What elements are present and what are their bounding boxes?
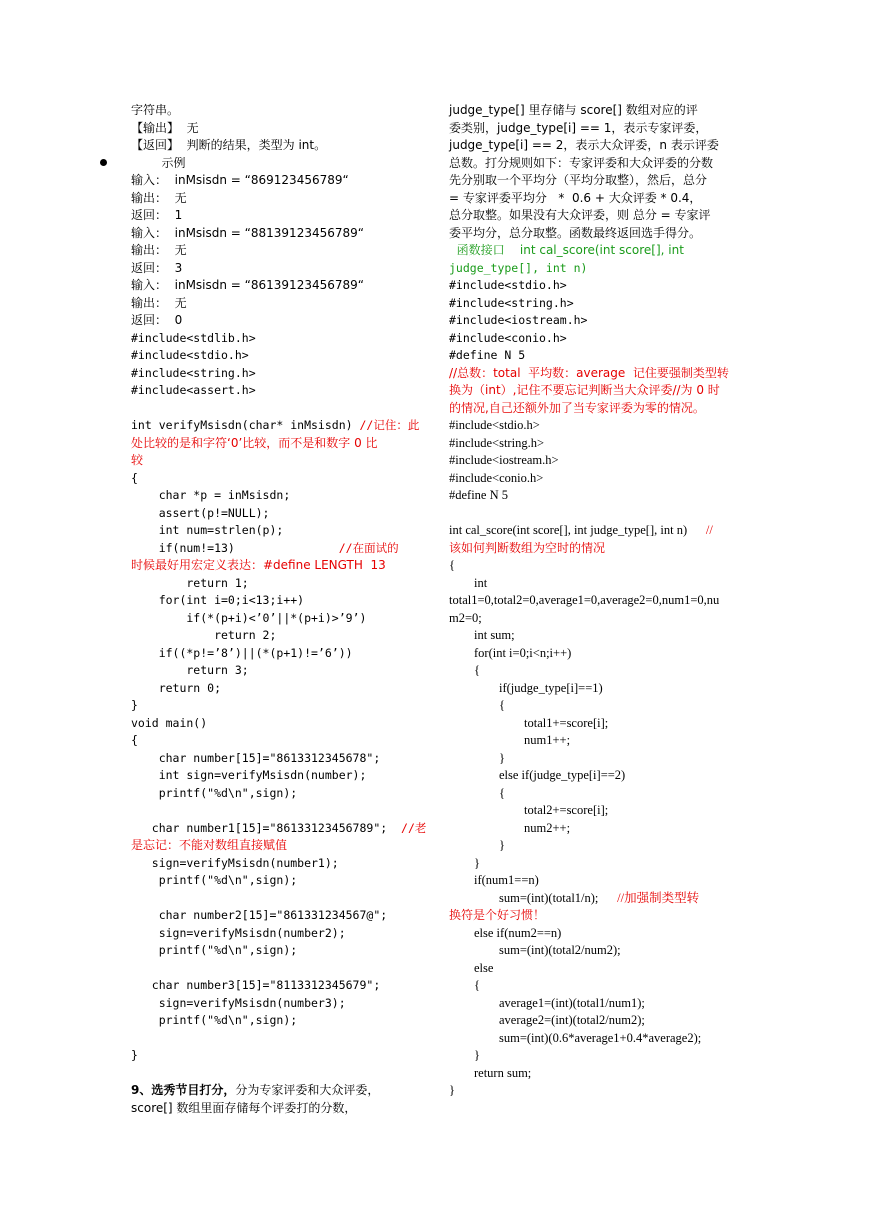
code-line: return 2;	[131, 628, 277, 642]
code-line: #include<stdlib.h>	[131, 330, 256, 345]
problem-heading: 9、选秀节目打分，分为专家评委和大众评委，	[131, 1083, 380, 1097]
blank-line	[131, 890, 423, 908]
code-line: return 1;	[131, 575, 249, 590]
text-line: 总数。打分规则如下：专家评委和大众评委的分数	[449, 155, 714, 170]
text-line: 总分取整。如果没有大众评委，则 总分 = 专家评	[449, 208, 711, 222]
text-line: 输出： 无	[131, 295, 187, 310]
code-line: {	[449, 663, 480, 677]
text-line: 字符串。	[131, 103, 180, 117]
code-line: else if(judge_type[i]==2)	[449, 768, 626, 782]
text-line: 先分别取一个平均分（平均分取整），然后，总分	[449, 173, 708, 187]
function-interface: judge_type[], int n)	[449, 260, 588, 275]
code-line: int cal_score(int score[], int judge_type[], int n) //	[449, 523, 713, 537]
code-line: num2++;	[449, 820, 571, 835]
code-line: return sum;	[449, 1065, 532, 1080]
text-line: 输入： inMsisdn = “88139123456789“	[131, 225, 364, 240]
code-line: sign=verifyMsisdn(number3);	[131, 995, 346, 1010]
text-line: 返回： 1	[131, 208, 183, 222]
text-line: 【输出】 无	[131, 120, 199, 135]
code-line: char number3[15]="8113312345679";	[131, 978, 381, 992]
code-line: sign=verifyMsisdn(number2);	[131, 925, 346, 940]
code-line: {	[449, 785, 505, 800]
code-line: #include<assert.h>	[131, 383, 256, 397]
code-comment: 时候最好用宏定义表达：#define LENGTH 13	[131, 558, 386, 572]
blank-line	[131, 1030, 423, 1048]
code-comment: 换为（int）,记住不要忘记判断当大众评委//为 0 时	[449, 383, 720, 397]
code-comment: //总数：total 平均数：average 记住要强制类型转	[449, 365, 729, 380]
code-line: average2=(int)(total2/num2);	[449, 1013, 645, 1027]
code-line: average1=(int)(total1/num1);	[449, 995, 645, 1010]
code-line: sign=verifyMsisdn(number1);	[131, 855, 339, 870]
code-line: sum=(int)(0.6*average1+0.4*average2);	[449, 1030, 702, 1045]
code-line: }	[131, 1048, 138, 1062]
code-line: total2+=score[i];	[449, 803, 609, 817]
code-comment: //加强制类型转	[617, 890, 700, 905]
code-line: printf("%d\n",sign);	[131, 873, 298, 887]
blank-line	[449, 505, 741, 523]
code-line: else	[449, 960, 494, 975]
problem-title: 9、选秀节目打分，	[131, 1083, 236, 1097]
code-line: }	[449, 750, 505, 765]
function-interface: 函数接口 int cal_score(int score[], int	[449, 243, 684, 257]
code-line: if((*p!=’8’)||(*(p+1)!=’6’))	[131, 645, 353, 660]
code-line: total1=0,total2=0,average1=0,average2=0,num1=0,nu	[449, 593, 720, 607]
code-line: #include<conio.h>	[449, 330, 567, 345]
text-line: judge_type[] 里存储与 score[] 数组对应的评	[449, 103, 698, 117]
code-line: m2=0;	[449, 610, 482, 625]
code-line: {	[131, 733, 138, 747]
code-line: {	[449, 698, 505, 712]
text-line: 输出： 无	[131, 243, 187, 257]
code-line: printf("%d\n",sign);	[131, 943, 298, 957]
blank-line	[131, 1065, 423, 1083]
code-line: total1+=score[i];	[449, 715, 609, 730]
text-line: 输入： inMsisdn = “869123456789“	[131, 173, 349, 187]
code-line: char *p = inMsisdn;	[131, 488, 291, 502]
code-comment: 该如何判断数组为空时的情况	[449, 540, 606, 555]
code-line: #include<stdio.h>	[131, 348, 249, 362]
code-comment: 处比较的是和字符‘0’比较，而不是和数字 0 比	[131, 435, 378, 450]
code-line: int	[449, 575, 488, 590]
code-line: return 0;	[131, 680, 222, 695]
text-line: 委平均分，总分取整。函数最终返回选手得分。	[449, 225, 702, 240]
code-line: sum=(int)(total1/n); //加强制类型转	[449, 890, 700, 905]
blank-line	[131, 400, 423, 418]
example-heading: 示例	[131, 155, 423, 173]
code-line: }	[449, 1083, 455, 1097]
code-line: int sum;	[449, 628, 515, 642]
code-line: assert(p!=NULL);	[131, 505, 270, 520]
code-line: int num=strlen(p);	[131, 523, 284, 537]
code-line: int verifyMsisdn(char* inMsisdn) //记住：此	[131, 418, 420, 432]
code-line: return 3;	[131, 663, 249, 677]
text-line: 输入： inMsisdn = “86139123456789“	[131, 278, 364, 292]
code-line: if(judge_type[i]==1)	[449, 680, 603, 695]
code-comment: 是忘记：不能对数组直接赋值	[131, 838, 288, 852]
code-line: sum=(int)(total2/num2);	[449, 943, 621, 957]
code-line: if(*(p+i)<’0’||*(p+i)>’9’)	[131, 610, 367, 625]
code-comment: //	[705, 523, 713, 537]
bullet-icon	[100, 159, 107, 166]
code-line: }	[131, 698, 138, 712]
code-line: #include<string.h>	[449, 295, 574, 310]
code-comment: //老	[401, 820, 427, 835]
code-line: char number2[15]="861331234567@";	[131, 908, 388, 922]
code-line: #include<stdio.h>	[449, 418, 540, 432]
code-line: #include<string.h>	[131, 365, 256, 380]
blank-line	[131, 960, 423, 978]
code-line: void main()	[131, 715, 208, 730]
code-comment: 的情况,自己还额外加了当专家评委为零的情况。	[449, 400, 705, 415]
text-line: 返回： 0	[131, 313, 183, 327]
left-column	[131, 102, 427, 1117]
text-line: 【返回】 判断的结果，类型为 int。	[131, 138, 327, 152]
code-line: #include<string.h>	[449, 435, 544, 450]
code-line: printf("%d\n",sign);	[131, 785, 298, 800]
code-line: #define N 5	[449, 348, 526, 362]
code-line: char number1[15]="86133123456789"; //老	[131, 820, 427, 835]
code-line: {	[131, 470, 138, 485]
code-line: if(num!=13) //在面试的	[131, 540, 399, 555]
text-line: judge_type[i] == 2，表示大众评委，n 表示评委	[449, 138, 719, 152]
code-comment: 换符是个好习惯！	[449, 908, 546, 922]
code-line: {	[449, 558, 455, 572]
code-line: #include<stdio.h>	[449, 278, 567, 292]
code-line: }	[449, 1048, 480, 1062]
code-line: if(num1==n)	[449, 873, 539, 887]
code-line: for(int i=0;i<n;i++)	[449, 645, 572, 660]
right-column	[449, 102, 741, 1100]
text-line: 返回： 3	[131, 260, 183, 275]
code-line: char number[15]="8613312345678";	[131, 750, 381, 765]
code-comment: 较	[131, 453, 144, 467]
code-line: printf("%d\n",sign);	[131, 1013, 298, 1027]
code-comment: //记住：此	[359, 418, 420, 432]
code-line: else if(num2==n)	[449, 925, 562, 940]
code-line: #define N 5	[449, 488, 509, 502]
code-line: #include<conio.h>	[449, 470, 544, 485]
text-line: score[] 数组里面存储每个评委打的分数，	[131, 1100, 357, 1115]
code-line: #include<iostream.h>	[449, 453, 559, 467]
text-line: = 专家评委平均分 * 0.6 + 大众评委 * 0.4，	[449, 190, 702, 205]
code-line: #include<iostream.h>	[449, 313, 588, 327]
blank-line	[131, 802, 423, 820]
code-comment: //在面试的	[338, 540, 399, 555]
code-line: }	[449, 855, 480, 870]
text-line: 输出： 无	[131, 190, 187, 205]
code-line: for(int i=0;i<13;i++)	[131, 593, 305, 607]
code-line: int sign=verifyMsisdn(number);	[131, 768, 367, 782]
code-line: }	[449, 838, 505, 852]
code-line: {	[449, 978, 480, 992]
code-line: num1++;	[449, 733, 571, 747]
text-line: 委类别，judge_type[i] == 1，表示专家评委，	[449, 120, 708, 135]
